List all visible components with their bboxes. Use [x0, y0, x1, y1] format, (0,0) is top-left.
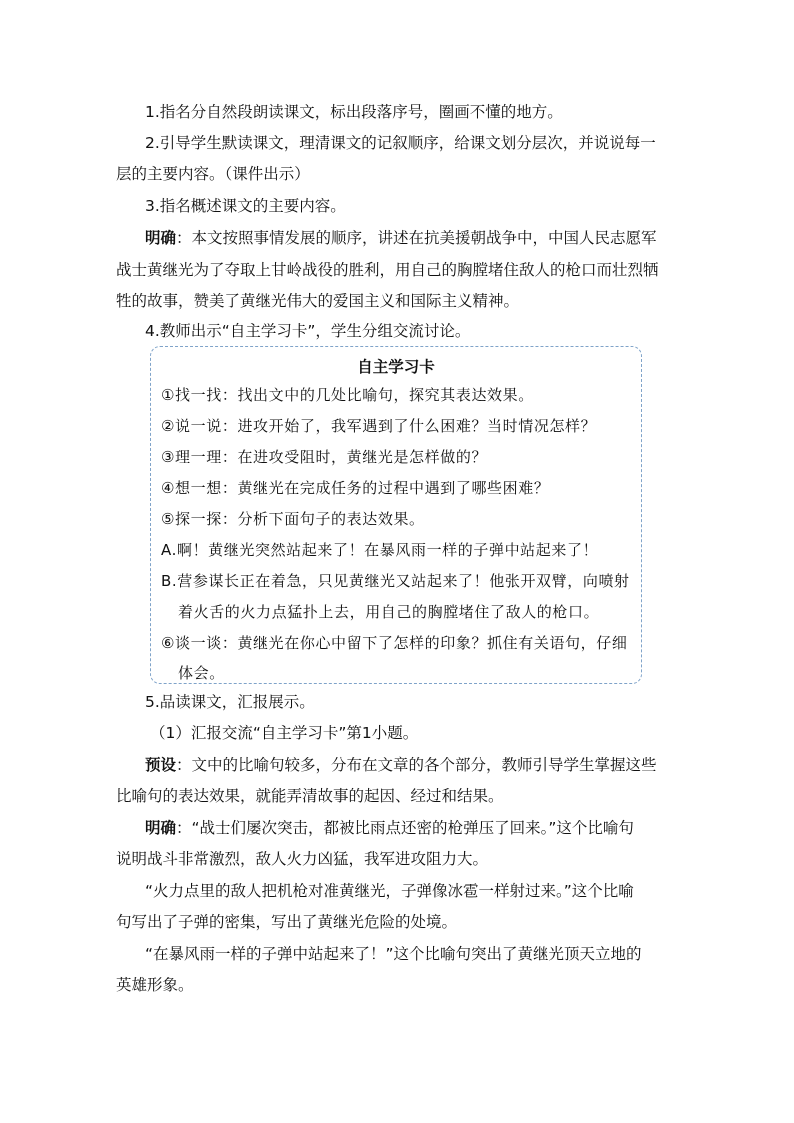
step-1: 1.指名分自然段朗读课文，标出段落序号，圈画不懂的地方。 [145, 103, 563, 121]
card-item-a: A.啊！黄继光突然站起来了！在暴风雨一样的子弹中站起来了！ [161, 541, 599, 559]
clarify-1-line-2: 战士黄继光为了夺取上甘岭战役的胜利，用自己的胸膛堵住敌人的枪口而壮烈牺 [116, 261, 659, 279]
clarify-2-line-1: 明确：“战士们屡次突击，都被比雨点还密的枪弹压了回来。”这个比喻句 [145, 819, 634, 837]
card-item-2: ②说一说：进攻开始了，我军遇到了什么困难？当时情况怎样？ [161, 417, 597, 435]
clarify-2-line-2: 说明战斗非常激烈，敌人火力凶猛，我军进攻阻力大。 [116, 850, 489, 868]
clarify-2-label: 明确 [145, 819, 177, 837]
self-study-card [150, 346, 642, 684]
step-3: 3.指名概述课文的主要内容。 [145, 197, 346, 215]
card-item-6-line-1: ⑥谈一谈：黄继光在你心中留下了怎样的印象？抓住有关语句，仔细 [161, 634, 628, 652]
card-item-b-line-2: 着火舌的火力点猛扑上去，用自己的胸膛堵住了敌人的枪口。 [178, 603, 600, 621]
preset-line-1: 预设：文中的比喻句较多，分布在文章的各个部分，教师引导学生掌握这些 [145, 756, 657, 774]
storm-line-1: “在暴风雨一样的子弹中站起来了！”这个比喻句突出了黄继光顶天立地的 [145, 945, 642, 963]
fire-line-1: “火力点里的敌人把机枪对准黄继光，子弹像冰雹一样射过来。”这个比喻 [145, 882, 634, 900]
step-2-line-1: 2.引导学生默读课文，理清课文的记叙顺序，给课文划分层次，并说说每一 [145, 134, 656, 152]
clarify-1-text: 本文按照事情发展的顺序，讲述在抗美援朝战争中，中国人民志愿军 [191, 229, 657, 247]
clarify-1-line-3: 牲的故事，赞美了黄继光伟大的爱国主义和国际主义精神。 [116, 292, 520, 310]
card-item-b-line-1: B.营参谋长正在着急，只见黄继光又站起来了！他张开双臂，向喷射 [161, 572, 630, 590]
preset-text: 文中的比喻句较多，分布在文章的各个部分，教师引导学生掌握这些 [191, 756, 657, 774]
sub-item-1: （1）汇报交流“自主学习卡”第1小题。 [150, 724, 419, 742]
fire-line-2: 句写出了子弹的密集，写出了黄继光危险的处境。 [116, 913, 458, 931]
card-item-3: ③理一理：在进攻受阻时，黄继光是怎样做的？ [161, 448, 488, 466]
step-2-line-2: 层的主要内容。（课件出示） [116, 165, 310, 183]
step-4: 4.教师出示“自主学习卡”，学生分组交流讨论。 [145, 322, 471, 340]
preset-label: 预设 [145, 756, 177, 774]
card-item-1: ①找一找：找出文中的几处比喻句，探究其表达效果。 [161, 386, 534, 404]
step-5: 5.品读课文，汇报展示。 [145, 693, 315, 711]
card-item-6-line-2: 体会。 [178, 664, 225, 682]
clarify-1-line-1: 明确：本文按照事情发展的顺序，讲述在抗美援朝战争中，中国人民志愿军 [145, 229, 657, 247]
card-item-4: ④想一想：黄继光在完成任务的过程中遇到了哪些困难？ [161, 479, 550, 497]
card-title: 自主学习卡 [357, 358, 435, 376]
clarify-1-label: 明确 [145, 229, 177, 247]
storm-line-2: 英雄形象。 [116, 976, 194, 994]
card-item-5: ⑤探一探：分析下面句子的表达效果。 [161, 510, 425, 528]
clarify-2-text: “战士们屡次突击，都被比雨点还密的枪弹压了回来。”这个比喻句 [191, 819, 634, 837]
preset-line-2: 比喻句的表达效果，就能弄清故事的起因、经过和结果。 [116, 787, 504, 805]
